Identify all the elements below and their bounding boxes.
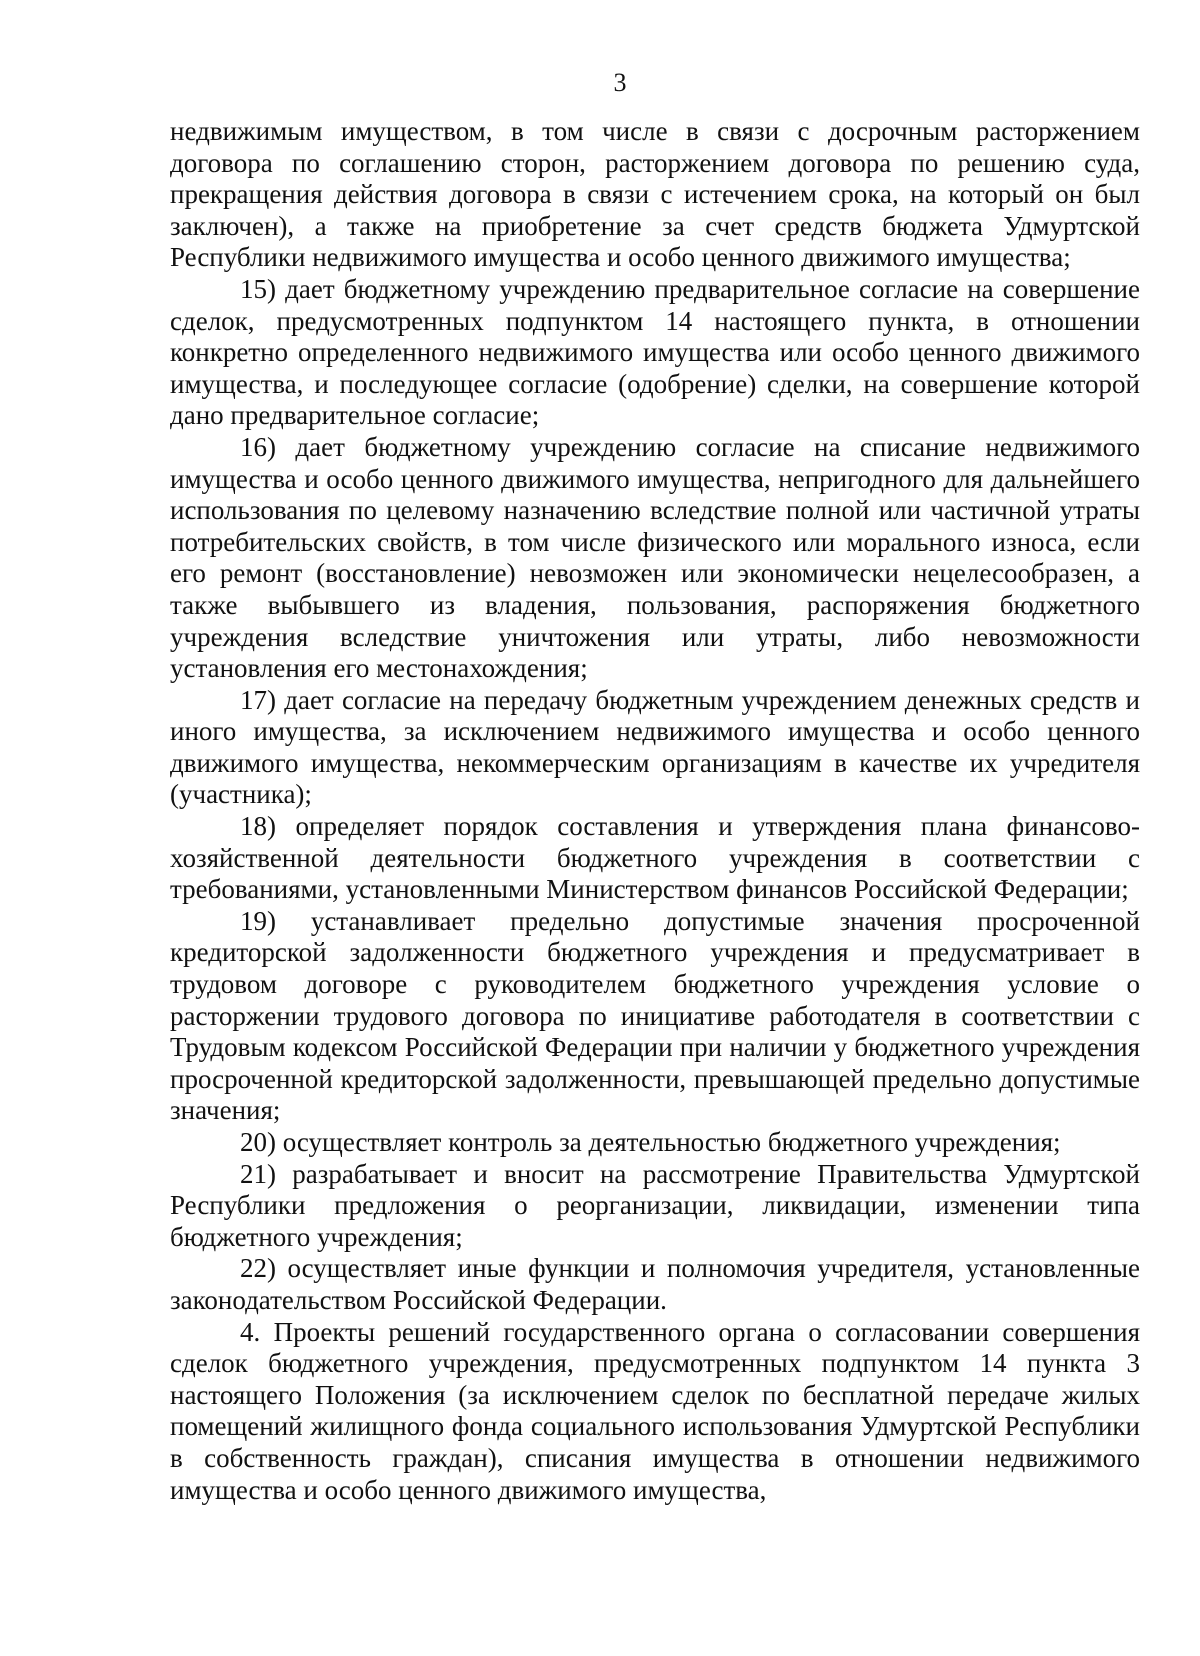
paragraph-item-20: 20) осуществляет контроль за деятельностью бюджетного учреждения; (240, 1127, 1061, 1157)
document-body (170, 116, 1140, 1506)
paragraph-item-22: 22) осуществляет иные функции и полномочия учредителя, установленные законодательством Российской Федерации. (170, 1253, 1140, 1315)
paragraph-item-16: 16) дает бюджетному учреждению согласие на списание недвижимого имущества и особо ценного движимого имущества, непригодного для дальнейшего использования по целевому назначению вследствие полной или частичной утраты потребительских свойств, в том числе физического или морального износа, если его ремонт (восстановление) невозможен или экономически нецелесообразен, а также выбывшего из владения, пользования, распоряжения бюджетного учреждения вследствие уничтожения или утраты, либо невозможности установления его местонахождения; (170, 431, 1140, 684)
page-number: 3 (613, 68, 627, 97)
paragraph-item-15: 15) дает бюджетному учреждению предварительное согласие на совершение сделок, предусмотренных подпунктом 14 настоящего пункта, в отношении конкретно определенного недвижимого имущества или особо ценного движимого имущества, и последующее согласие (одобрение) сделки, на совершение которой дано предварительное согласие; (170, 273, 1140, 431)
paragraph-section-4: 4. Проекты решений государственного органа о согласовании совершения сделок бюджетного учреждения, предусмотренных подпунктом 14 пункта 3 настоящего Положения (за исключением сделок по бесплатной передаче жилых помещений жилищного фонда социального использования Удмуртской Республики в собственность граждан), списания имущества в отношении недвижимого имущества и особо ценного движимого имущества, (170, 1316, 1140, 1505)
paragraph-item-17: 17) дает согласие на передачу бюджетным учреждением денежных средств и иного имущества, за исключением недвижимого имущества и особо ценного движимого имущества, некоммерческим организациям в качестве их учредителя (участника); (170, 684, 1140, 810)
paragraph-item-19: 19) устанавливает предельно допустимые значения просроченной кредиторской задолженности бюджетного учреждения и предусматривает в трудовом договоре с руководителем бюджетного учреждения условие о расторжении трудового договора по инициативе работодателя в соответствии с Трудовым кодексом Российской Федерации при наличии у бюджетного учреждения просроченной кредиторской задолженности, превышающей предельно допустимые значения; (170, 905, 1140, 1126)
paragraph-item-21: 21) разрабатывает и вносит на рассмотрение Правительства Удмуртской Республики предложения о реорганизации, ликвидации, изменении типа бюджетного учреждения; (170, 1158, 1140, 1252)
paragraph-continuation: недвижимым имуществом, в том числе в связи с досрочным расторжением договора по соглашению сторон, расторжением договора по решению суда, прекращения действия договора в связи с истечением срока, на который он был заключен), а также на приобретение за счет средств бюджета Удмуртской Республики недвижимого имущества и особо ценного движимого имущества; (170, 116, 1140, 273)
paragraph-item-18: 18) определяет порядок составления и утверждения плана финансово-хозяйственной деятельности бюджетного учреждения в соответствии с требованиями, установленными Министерством финансов Российской Федерации; (170, 811, 1140, 905)
